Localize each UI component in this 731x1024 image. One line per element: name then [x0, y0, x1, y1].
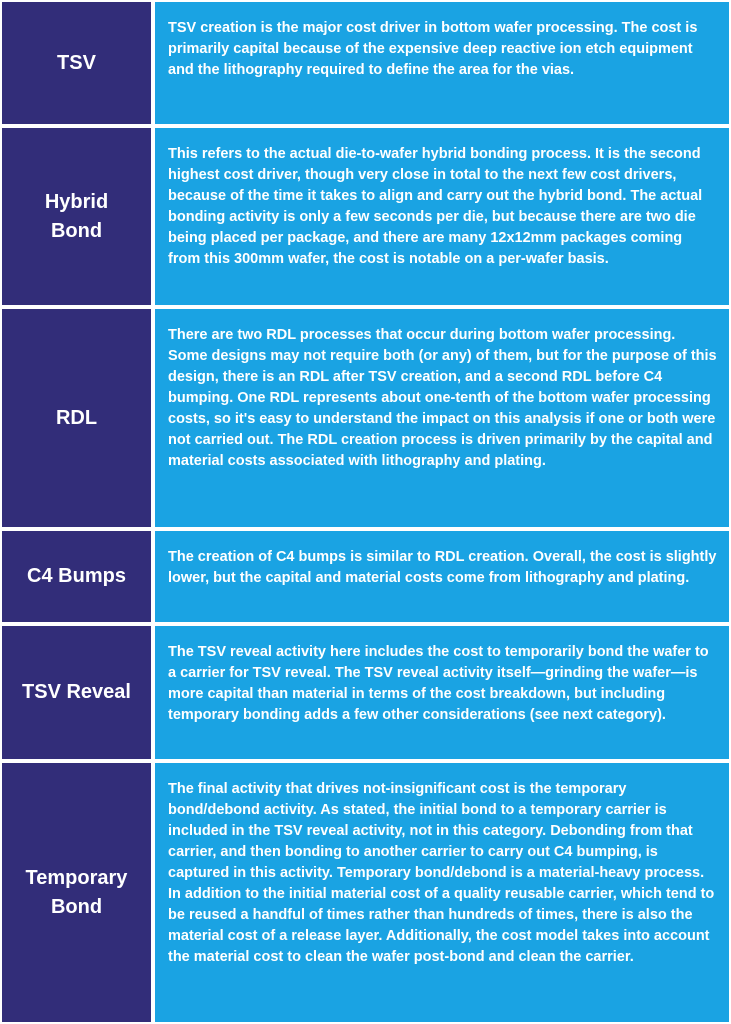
table-row-rdl — [0, 307, 731, 529]
term-cell: TSV — [2, 2, 151, 124]
table-row-tsv-reveal — [0, 624, 731, 761]
table-row-temporary-bond — [0, 761, 731, 1024]
description-cell: TSV creation is the major cost driver in bottom wafer processing. The cost is primarily capital because of the expensive deep reactive ion etch equipment and the lithography required to define the area for the vias. — [155, 2, 729, 124]
description-cell: The TSV reveal activity here includes the cost to temporarily bond the wafer to a carrier for TSV reveal. The TSV reveal activity itself—grinding the wafer—is more capital than material in terms of the cost breakdown, but including temporary bonding adds a few other considerations (see next category). — [155, 626, 729, 759]
term-cell: RDL — [2, 309, 151, 527]
description-cell: The final activity that drives not-insignificant cost is the temporary bond/debond activity. As stated, the initial bond to a temporary carrier is included in the TSV reveal activity, not in this category. Debonding from that carrier, and then bonding to another carrier to carry out C4 bumping, is captured in this activity. Temporary bond/debond is a material-heavy process. In addition to the initial material cost of a quality reusable carrier, which tend to be reused a handful of times rather than hundreds of times, there is also the material cost of a release layer. Additionally, the cost model takes into account the material cost to clean the wafer post-bond and clean the carrier. — [155, 763, 729, 1022]
table-row-tsv — [0, 0, 731, 126]
description-cell: The creation of C4 bumps is similar to RDL creation. Overall, the cost is slightly lower, but the capital and material costs come from lithography and plating. — [155, 531, 729, 622]
table-row-c4-bumps — [0, 529, 731, 624]
table-row-hybrid-bond — [0, 126, 731, 307]
term-cell: Temporary Bond — [2, 763, 151, 1022]
term-cell: TSV Reveal — [2, 626, 151, 759]
description-cell: There are two RDL processes that occur during bottom wafer processing. Some designs may not require both (or any) of them, but for the purpose of this design, there is an RDL after TSV creation, and a second RDL before C4 bumping. One RDL represents about one-tenth of the bottom wafer processing costs, so it's easy to understand the impact on this analysis if one or both were not carried out. The RDL creation process is driven primarily by the capital and material costs associated with lithography and plating. — [155, 309, 729, 527]
description-cell: This refers to the actual die-to-wafer hybrid bonding process. It is the second highest cost driver, though very close in total to the next few cost drivers, because of the time it takes to align and carry out the hybrid bond. The actual bonding activity is only a few seconds per die, but because there are two die being placed per package, and there are many 12x12mm packages coming from this 300mm wafer, the cost is notable on a per-wafer basis. — [155, 128, 729, 305]
term-cell: Hybrid Bond — [2, 128, 151, 305]
term-cell: C4 Bumps — [2, 531, 151, 622]
